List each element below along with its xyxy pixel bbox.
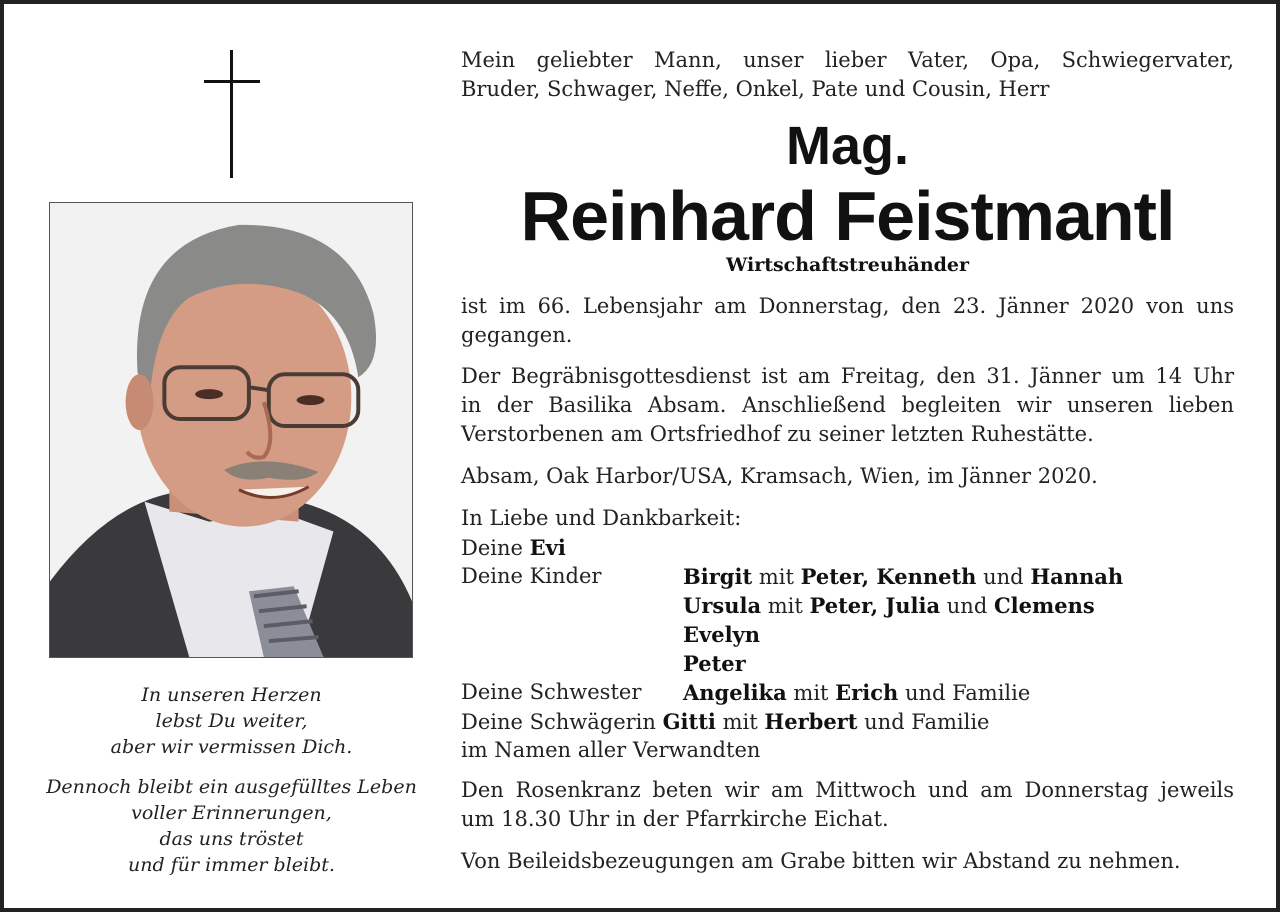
relatives-line: im Namen aller Verwandten <box>461 738 761 762</box>
partner-name: Erich <box>835 680 899 705</box>
poem-line: In unseren Herzen <box>141 684 322 706</box>
children-row-3 <box>461 620 1234 649</box>
poem-line: und für immer bleibt. <box>128 854 335 876</box>
connector: mit <box>758 565 794 589</box>
child-name: Peter <box>683 651 746 676</box>
family-list <box>461 504 1234 765</box>
rosary-line-1: Den Rosenkranz beten wir am Mittwoch und am Donnerstag jeweils <box>461 778 1234 802</box>
funeral-line-3: Verstorbenen am Ortsfriedhof zu seiner letzten Ruhestätte. <box>461 422 1094 446</box>
profession: Wirtschaftstreuhänder <box>725 254 970 276</box>
child-name: Birgit <box>683 564 753 589</box>
funeral-line-2: in der Basilika Absam. Anschließend begleiten wir unseren lieben <box>461 393 1234 417</box>
child-name: Ursula <box>683 593 762 618</box>
condolences-note <box>461 847 1234 876</box>
intro-line-1: Mein geliebter Mann, unser lieber Vater, Opa, Schwiegervater, <box>461 48 1234 72</box>
funeral-line-1: Der Begräbnisgottesdienst ist am Freitag, den 31. Jänner um 14 Uhr <box>461 364 1234 388</box>
connector: mit <box>767 594 803 618</box>
children-label: Deine Kinder <box>461 564 602 588</box>
child-entry <box>683 591 1095 620</box>
academic-title: Mag. <box>785 116 909 176</box>
intro-paragraph <box>461 46 1234 104</box>
intro-line-2: Bruder, Schwager, Neffe, Onkel, Pate und Cousin, Herr <box>461 77 1050 101</box>
wife-label: Deine <box>461 536 523 560</box>
grandchild-name: Clemens <box>993 593 1095 618</box>
place-date <box>461 462 1234 491</box>
connector: und Familie <box>904 681 1031 705</box>
partner-name: Herbert <box>764 709 858 734</box>
connector: und <box>983 565 1024 589</box>
child-entry <box>683 562 1123 591</box>
sister-row <box>461 678 1234 707</box>
rosary-info <box>461 776 1234 834</box>
place-date-line: Absam, Oak Harbor/USA, Kramsach, Wien, im Jänner 2020. <box>461 464 1098 488</box>
connector: und <box>946 594 988 618</box>
children-row-1 <box>461 562 1234 591</box>
connector: mit <box>793 681 829 705</box>
wife-line <box>461 533 1234 562</box>
funeral-details <box>461 362 1234 449</box>
poem-heart <box>24 682 439 760</box>
partner-names: Peter, Julia <box>809 593 941 618</box>
family-heading: In Liebe und Dankbarkeit: <box>461 506 742 530</box>
poem-line: das uns tröstet <box>159 828 304 850</box>
death-line-1: ist im 66. Lebensjahr am Donnerstag, den 23. Jänner 2020 von uns <box>461 294 1234 318</box>
wife-name: Evi <box>529 535 566 560</box>
partner-names: Peter, Kenneth <box>800 564 977 589</box>
poem-memories <box>24 774 439 878</box>
cross-icon <box>204 50 260 178</box>
rosary-line-2: um 18.30 Uhr in der Pfarrkirche Eichat. <box>461 807 889 831</box>
poem-line: Dennoch bleibt ein ausgefülltes Leben <box>46 776 417 798</box>
sister-name: Angelika <box>683 680 787 705</box>
children-row-2 <box>461 591 1234 620</box>
children-row-4 <box>461 649 1234 678</box>
sister-entry <box>683 678 1030 707</box>
connector: mit <box>722 710 758 734</box>
child-name: Evelyn <box>683 622 761 647</box>
poem-line: aber wir vermissen Dich. <box>110 736 353 758</box>
connector: und Familie <box>864 710 990 734</box>
sister-in-law-row <box>461 707 1234 736</box>
poem-line: voller Erinnerungen, <box>131 802 332 824</box>
grandchild-name: Hannah <box>1030 564 1124 589</box>
sister-in-law-name: Gitti <box>662 709 716 734</box>
condolences-line: Von Beileidsbezeugungen am Grabe bitten wir Abstand zu nehmen. <box>461 849 1181 873</box>
death-line-2: gegangen. <box>461 323 573 347</box>
sister-in-law-label: Deine Schwägerin <box>461 710 656 734</box>
death-notice <box>461 292 1234 350</box>
sister-label: Deine Schwester <box>461 680 642 704</box>
poem-line: lebst Du weiter, <box>155 710 308 732</box>
portrait-photo <box>49 202 413 658</box>
deceased-name: Reinhard Feistmantl <box>520 177 1175 255</box>
